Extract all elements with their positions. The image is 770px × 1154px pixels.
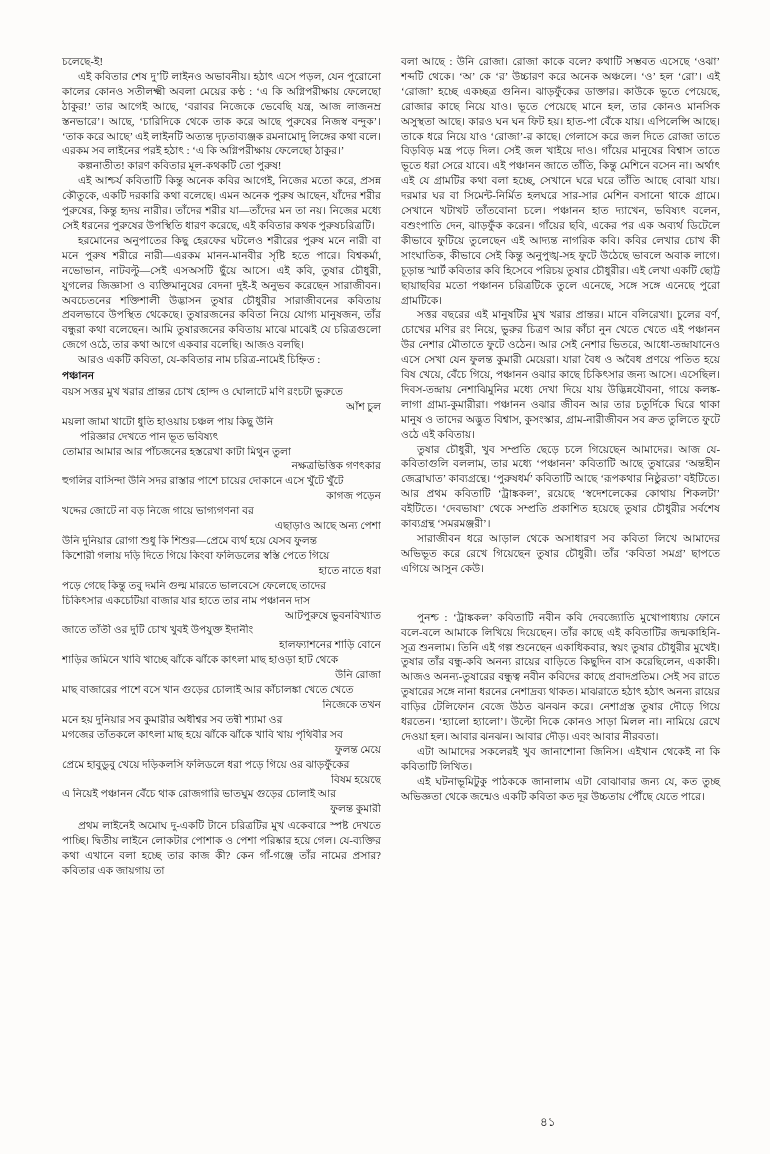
paragraph: সত্তর বছরের এই মানুষটির মুখ খরার প্রান্তর। মানে বলিরেখা। চুলের বর্ণ, চোখের মণির রং নিয়ে, ভুরুর চিত্রণ আর কাঁচা নুন খেতে খেতে এই পঞ্চানন উর নেশার মৌতাতে ফুটে ওঠেন। আর সেই নেশার ভিতরে, আধো-তন্দ্রাযানেও এসে সেখা যেন ফুলন্ত কুমারী মেয়েরা। যারা বৈধ ও অবৈধ প্রণয়ে পতিত হয়ে বিষ খেয়ে, বেঁচে গিয়ে, পঞ্চানন ওঝার কাছে চিকিৎসার জন্য আসে। এসেছিল। দিবস-তন্দ্রায় নেশাঝিমুনির মধ্যে দেখা দিয়ে যায় উদ্ভিন্নযৌবনা, গায়ে কলঙ্ক-লাগা গ্রাম্য-কুমারীরা। পঞ্চানন ওঝার জীবন আর তার চতুর্দিকে ঘিরে থাকা মানুষ ও তাদের অদ্ভুত বিশ্বাস, কুসংস্কার, গ্রাম-নারীজীবন সব ক্রত তুলিতে ফুটে ওঠে এই কবিতায়। [401, 310, 720, 441]
poem-line: হালফ্যাশনের শাড়ি বোনে [279, 640, 381, 652]
poem-line: পরিজ্ঞার দেখতে পান ভূত ভবিষ্যৎ [80, 431, 219, 443]
paragraph: চলেছে-ই! [62, 57, 104, 68]
poem-line: কিশোরী গলায় দড়ি দিতে গিয়ে কিংবা ফলিডলের স্বস্তি পেতে গিয়ে [62, 550, 330, 562]
paragraph: এটা আমাদের সকলেরই খুব জানাশোনা জিনিস। এইখান থেকেই না কি কবিতাটি লিখিত। [401, 746, 720, 773]
poem-line: আটপুরুষে ভুবনবিখ্যাত [284, 610, 381, 622]
poem-line: তোমার আমার আর পাঁচজনের হস্তরেখা কাটা মিথুন তুলা [62, 446, 291, 458]
poem-line: আঁশ চুল [346, 401, 381, 413]
paragraph: এই ঘটনাভূমিটুকু পাঠককে জানালাম এটা বোঝাবার জন্য যে, কত তুচ্ছ অভিজ্ঞতা থেকে জন্মেও একটি কবিতা কত দূর উচ্চতায় পৌঁছে যেতে পারে। [401, 776, 720, 803]
poem-line: শাড়ির জমিনে খাবি খাচ্ছে ঝাঁকে ঝাঁকে কাৎলা মাছ হাওড়া হাট থেকে [62, 655, 339, 667]
paragraph: বলা আছে : উনি রোজা। রোজা কাকে বলে? কথাটি সম্ভবত এসেছে ‘ওঝা’ শব্দটি থেকে। ‘অ’ কে ‘র’ উচ্চারণ করে অনেক অঞ্চলে। ‘ও’ হল ‘রো’। এই ‘রোজা’ হচ্ছে একচ্ছত্র গুনিন। ঝাড়ফুঁকের ডাক্তার। কাউকে ভূতে পেয়েছে, রোজার কাছে নিয়ে যাও। ভূতে পেয়েছে মানে হল, তার কোনও মানসিক অসুস্থতা আছে। কারও ঘন ঘন ফিট হয়। হাত-পা বেঁকে যায়। এপিলেপ্সি আছে। তাকে ধরে নিয়ে যাও ‘রোজা’-র কাছে। গেলাসে করে জল দিতে রোজা তাতে বিড়বিড় মন্ত্র পড়ে দিল। সেই জল খাইয়ে দাও। গাঁয়ের মানুষের বিশ্বাস তাতে ভূতে ধরা সেরে যাবে। এই পঞ্চানন জাতে তাঁতি, কিন্তু মেশিনে বসেন না। অর্থাৎ এই যে গ্রামটির কথা বলা হচ্ছে, সেখানে ঘরে ঘরে তাঁতি আছে বোঝা যায়। দরমার ঘর বা সিমেন্ট-নির্মিত হলঘরে সার-সার মেশিন বসানো থাকে গ্রামে। সেখানে খটাখট তাঁতবোনা চলে। পঞ্চানন হাত দ্যাখেন, ভবিষ্যৎ বলেন, বশুংপাতি দেন, ঝাড়ফুঁক করেন। গাঁয়ের ছবি, একের পর এক অব্যর্থ ডিটেলে কীভাবে ফুটিয়ে তুলেছেন এই আদ্যন্ত নাগরিক কবি। কবির লেখার চোখ কী সাংঘাতিক, কীভাবে সেই কিন্তু অনুপুঙ্খ-সহ ফুটে উঠেছে ভাবলে অবাক লাগে। চূড়ান্ত স্মার্ট কবিতার কবি হিসেবে পরিচয় তুষার চৌধুরীর। এই লেখা একটি ছোট্ট ছায়াছবির মতো পঞ্চানন চরিত্রটিকে তুলে এনেছে, সঙ্গে সঙ্গে এনেছে পুরো গ্রামটিকে। [401, 57, 720, 307]
text-columns [62, 56, 720, 880]
poem-line: জাতে তাঁতী ওর দুটি চোখ খুবই উপযুক্ত ইদানীং [62, 625, 254, 637]
poem-line: পড়ে গেছে কিন্তু তবু দমনি গুল্ম মারতে ভালবেসে ফেলেছে তাদের [62, 580, 327, 592]
poem-intro: আরও একটি কবিতা, যে-কবিতার নাম চরিত্র-নামেই চিহ্নিত : [78, 355, 321, 367]
poem-line: মাছ বাজারের পাশে বসে খান গুড়ের চোলাই আর কাঁচালঙ্কা খেতে খেতে [62, 685, 354, 697]
paragraph: সারাজীবন ধরে আড়াল থেকে অসাধারণ সব কবিতা লিখে আমাদের অভিভূত করে রেখে গিয়েছেন তুষার চৌধুরী। তাঁর ‘কবিতা সমগ্র’ ছাপতে এগিয়ে আসুন কেউ। [401, 534, 720, 575]
poem-line: কাগজ পড়েন [326, 491, 381, 503]
poem-line: প্রেমে হাবুডুবু খেয়ে দড়িকলসি ফলিডলে ধরা পড়ে গিয়ে ওর ঝাড়ফুঁকের [62, 759, 350, 771]
poem-line: ফুলন্ত মেয়ে [334, 744, 381, 756]
poem-line: মনে হয় দুনিয়ার সব কুমারীর অধীশ্বর সব তন্বী শ্যামা ওর [62, 714, 283, 726]
poem-line: খদ্দের জোটে না বড় নিজে গায়ে ভাগ্যগণনা বর [62, 506, 254, 518]
right-column [401, 56, 720, 880]
poem-line: ময়লা জামা খাটো ধুতি হাওয়ায় চঞ্চল পায় কিছু উনি [62, 416, 274, 428]
paragraph: কল্পনাতীত! কারণ কবিতার মূল-কথকটি তো পুরুষ! [78, 161, 282, 173]
poem-line: বয়স সত্তর মুখ খরার প্রান্তর চোখ হোল্দ ও ঘোলাটে মণি রংচটা ভুরুতে [62, 386, 343, 398]
paragraph: তুষার চৌধুরী, খুব সম্প্রতি ছেড়ে চলে গিয়েছেন আমাদের। আজ যে-কবিতাগুলি বললাম, তার মধ্যে ‘পঞ্চানন’ কবিতাটি আছে তুষারের ‘অন্তহীন জেব্রাঘাত’ কাব্যগ্রন্থে। ‘পুরুষধর্ম’ কবিতাটি আছে ‘রূপকথার নিষ্ঠুরতা’ বইটিতে। আর প্রথম কবিতাটি ‘ট্রাঙ্ককল’, রয়েছে ‘স্বদেশলেকের কোথায় শিকলটা’ বইটিতে। ‘দেবভাষা’ থেকে সম্প্রতি প্রকাশিত হয়েছে তুষার চৌধুরীর সর্বশেষ কাব্যগ্রন্থ ‘সমরমঞ্জরী’। [401, 444, 720, 531]
paragraph: প্রথম লাইনেই অমোঘ দু-একটি টানে চরিত্রটির মুখ একেবারে স্পষ্ট দেখতে পাচ্ছি। দ্বিতীয় লাইনে লোকটার পোশাক ও পেশা পরিষ্কার হয়ে গেল। যে-ব্যক্তির কথা এখানে বলা হচ্ছে তার কাজ কী? কেন গাঁ-গঞ্জে তাঁর নামের প্রসার? কবিতার এক জায়গায় তা [62, 821, 381, 877]
poem-line: এ নিয়েই পঞ্চানন বেঁচে থাক রোজগারি ভাতঘুম গুড়ের চোলাই আর [62, 789, 337, 801]
paragraph: এই কবিতার শেষ দু’টি লাইনও অভাবনীয়। হঠাৎ এসে পড়ল, যেন পুরোনো কালের কোনও সতীলক্ষ্মী অবলা মেয়ের কণ্ঠ : ‘এ কি অগ্নিপরীক্ষায় ফেলেছো ঠাকুর!’ তার আগেই আছে, ‘বরাবর নিজেকে ভেবেছি যন্ত্র, আজ লাজনম্র স্তনভারে’। আছে, ‘চারিদিকে থেকে তাক করে আছে পুরুষের নিজস্ব বন্দুক’। ‘তাক করে আছে’ এই লাইনটি অত্যন্ত দৃঢ়তাব্যঞ্জক রমনামোদু লিঙ্গের কথা বলে। এরকম সব লাইনের পরই হঠাৎ : ‘এ কি অগ্নিপরীক্ষায় ফেলেছো ঠাকুর।’ [62, 71, 381, 158]
poem-line: এছাড়াও আছে অন্য পেশা [274, 521, 381, 533]
left-column [62, 56, 381, 880]
postscript-paragraph: পুনশ্চ : ‘ট্রাঙ্ককল’ কবিতাটি নবীন কবি দেবজ্যোতি মুখোপাধ্যায় ফোনে বলে-বলে আমাকে লিখিয়ে দিয়েছেন। তাঁর কাছে এই কবিতাটির জন্মকাহিনি-সূত্র শুনলাম। তিনি এই গল্প শুনেছেন একাধিকবার, স্বয়ং তুষার চৌধুরীর মুখেই। তুষার তাঁর বন্ধু-কবি অনন্য রায়ের বাড়িতে কিছুদিন বাস করেছিলেন, একাকী। আজও অনন্য-তুষারের বন্ধুত্ব নবীন কবিদের কাছে প্রবাদপ্রতিম। সেই সব রাতে তুষারের সঙ্গে নানা ধরনের নেশাদ্রব্য থাকত। মাঝরাতে হঠাৎ হঠাৎ অনন্য রায়ের বাড়ির টেলিফোন বেজে উঠত ঝনঝন করে। নেশাগ্রস্ত তুষার দৌড়ে গিয়ে ধরতেন। ‘হ্যালো হ্যালো’। উল্টো দিকে কোনও সাড়া মিলল না। নামিয়ে রেখে দেওয়া হল। আবার ঝনঝন। আবার দৌড়। এবং আবার নীরবতা। [401, 612, 720, 743]
poem-line: নিজেকে তখন [322, 699, 381, 711]
page-number: ৪১ [540, 1115, 556, 1129]
poem-line: নক্ষত্রভিত্তিক গণৎকার [291, 461, 381, 473]
paragraph: এই আশ্চর্য কবিতাটি কিন্তু অনেক কবির আগেই, নিজের মতো করে, প্রসন্ন কৌতুকে, একটি দরকারি কথা বলেছে। এমন অনেক পুরুষ আছেন, যাঁদের শরীর পুরুষের, কিন্তু হৃদয় নারীর। তাঁদের শরীর যা—তাঁদের মন তা নয়। নিজের মধ্যে সেই ধরনের পুরুষের উপস্থিতি ধারণ করেছে, এই কবিতার কথক পুরুষচরিত্রটি। [62, 176, 381, 232]
poem-line: বিষম হয়েছে [331, 774, 381, 786]
poem-line: উনি দুনিয়ার রোগা শুধু কি শিশুর—প্রেমে ব্যর্থ হয়ে যেসব ফুলন্ত [62, 536, 318, 547]
poem-line: চিকিৎসার একচেটিয়া বাজার যার হাতে তার নাম পঞ্চানন দাস [62, 595, 311, 607]
paragraph: হরমোনের অনুপাতের কিছু হেরফের ঘটলেও শরীরের পুরুষ মনে নারী বা মনে পুরুষ শরীরে নারী—এরকম মানন-মানবীর সৃষ্টি হতে পারে। বিশ্বকর্মা, নভোভান, নাটবল্টু—সেই এসঅসটি ছুঁয়ে আসে। এই কবি, তুষার চৌধুরী, যুগলের জিজ্ঞাসা ও ব্যক্তিমানুষের বেদনা দুই-ই অনুভব করেছেন সারাজীবন। অবচেতনের শক্তিশালী উদ্ভাসন তুষার চৌধুরীর সারাজীবনের কবিতায় প্রবলভাবে উপস্থিত থেকেছে। তুষারজনের কবিতা নিয়ে যোগ্য মানুষজন, তাঁর বন্ধুরা কথা বলেছেন। আমি তুষারজনের কবিতায় মাঝে মাঝেই যে চরিত্রগুলো জেগে ওঠে, তার কথা আগে একবার বলেছি। আজও বলছি। [62, 235, 381, 352]
poem-line: মগজের তাঁতকলে কাৎলা মাছ হয়ে ঝাঁকে ঝাঁকে খাবি খায় পৃথিবীর সব [62, 729, 343, 741]
poem [62, 386, 381, 818]
poem-title: পঞ্চানন [62, 371, 95, 383]
poem-line: উনি রোজা [335, 670, 381, 682]
poem-line: হুগলির বাসিন্দা উনি সদর রাস্তার পাশে চায়ের দোকানে এসে খুঁটে খুঁটে [62, 476, 344, 488]
poem-line: হাতে নাতে ধরা [318, 565, 381, 577]
poem-line: ফুলন্ত কুমারী [330, 804, 381, 816]
